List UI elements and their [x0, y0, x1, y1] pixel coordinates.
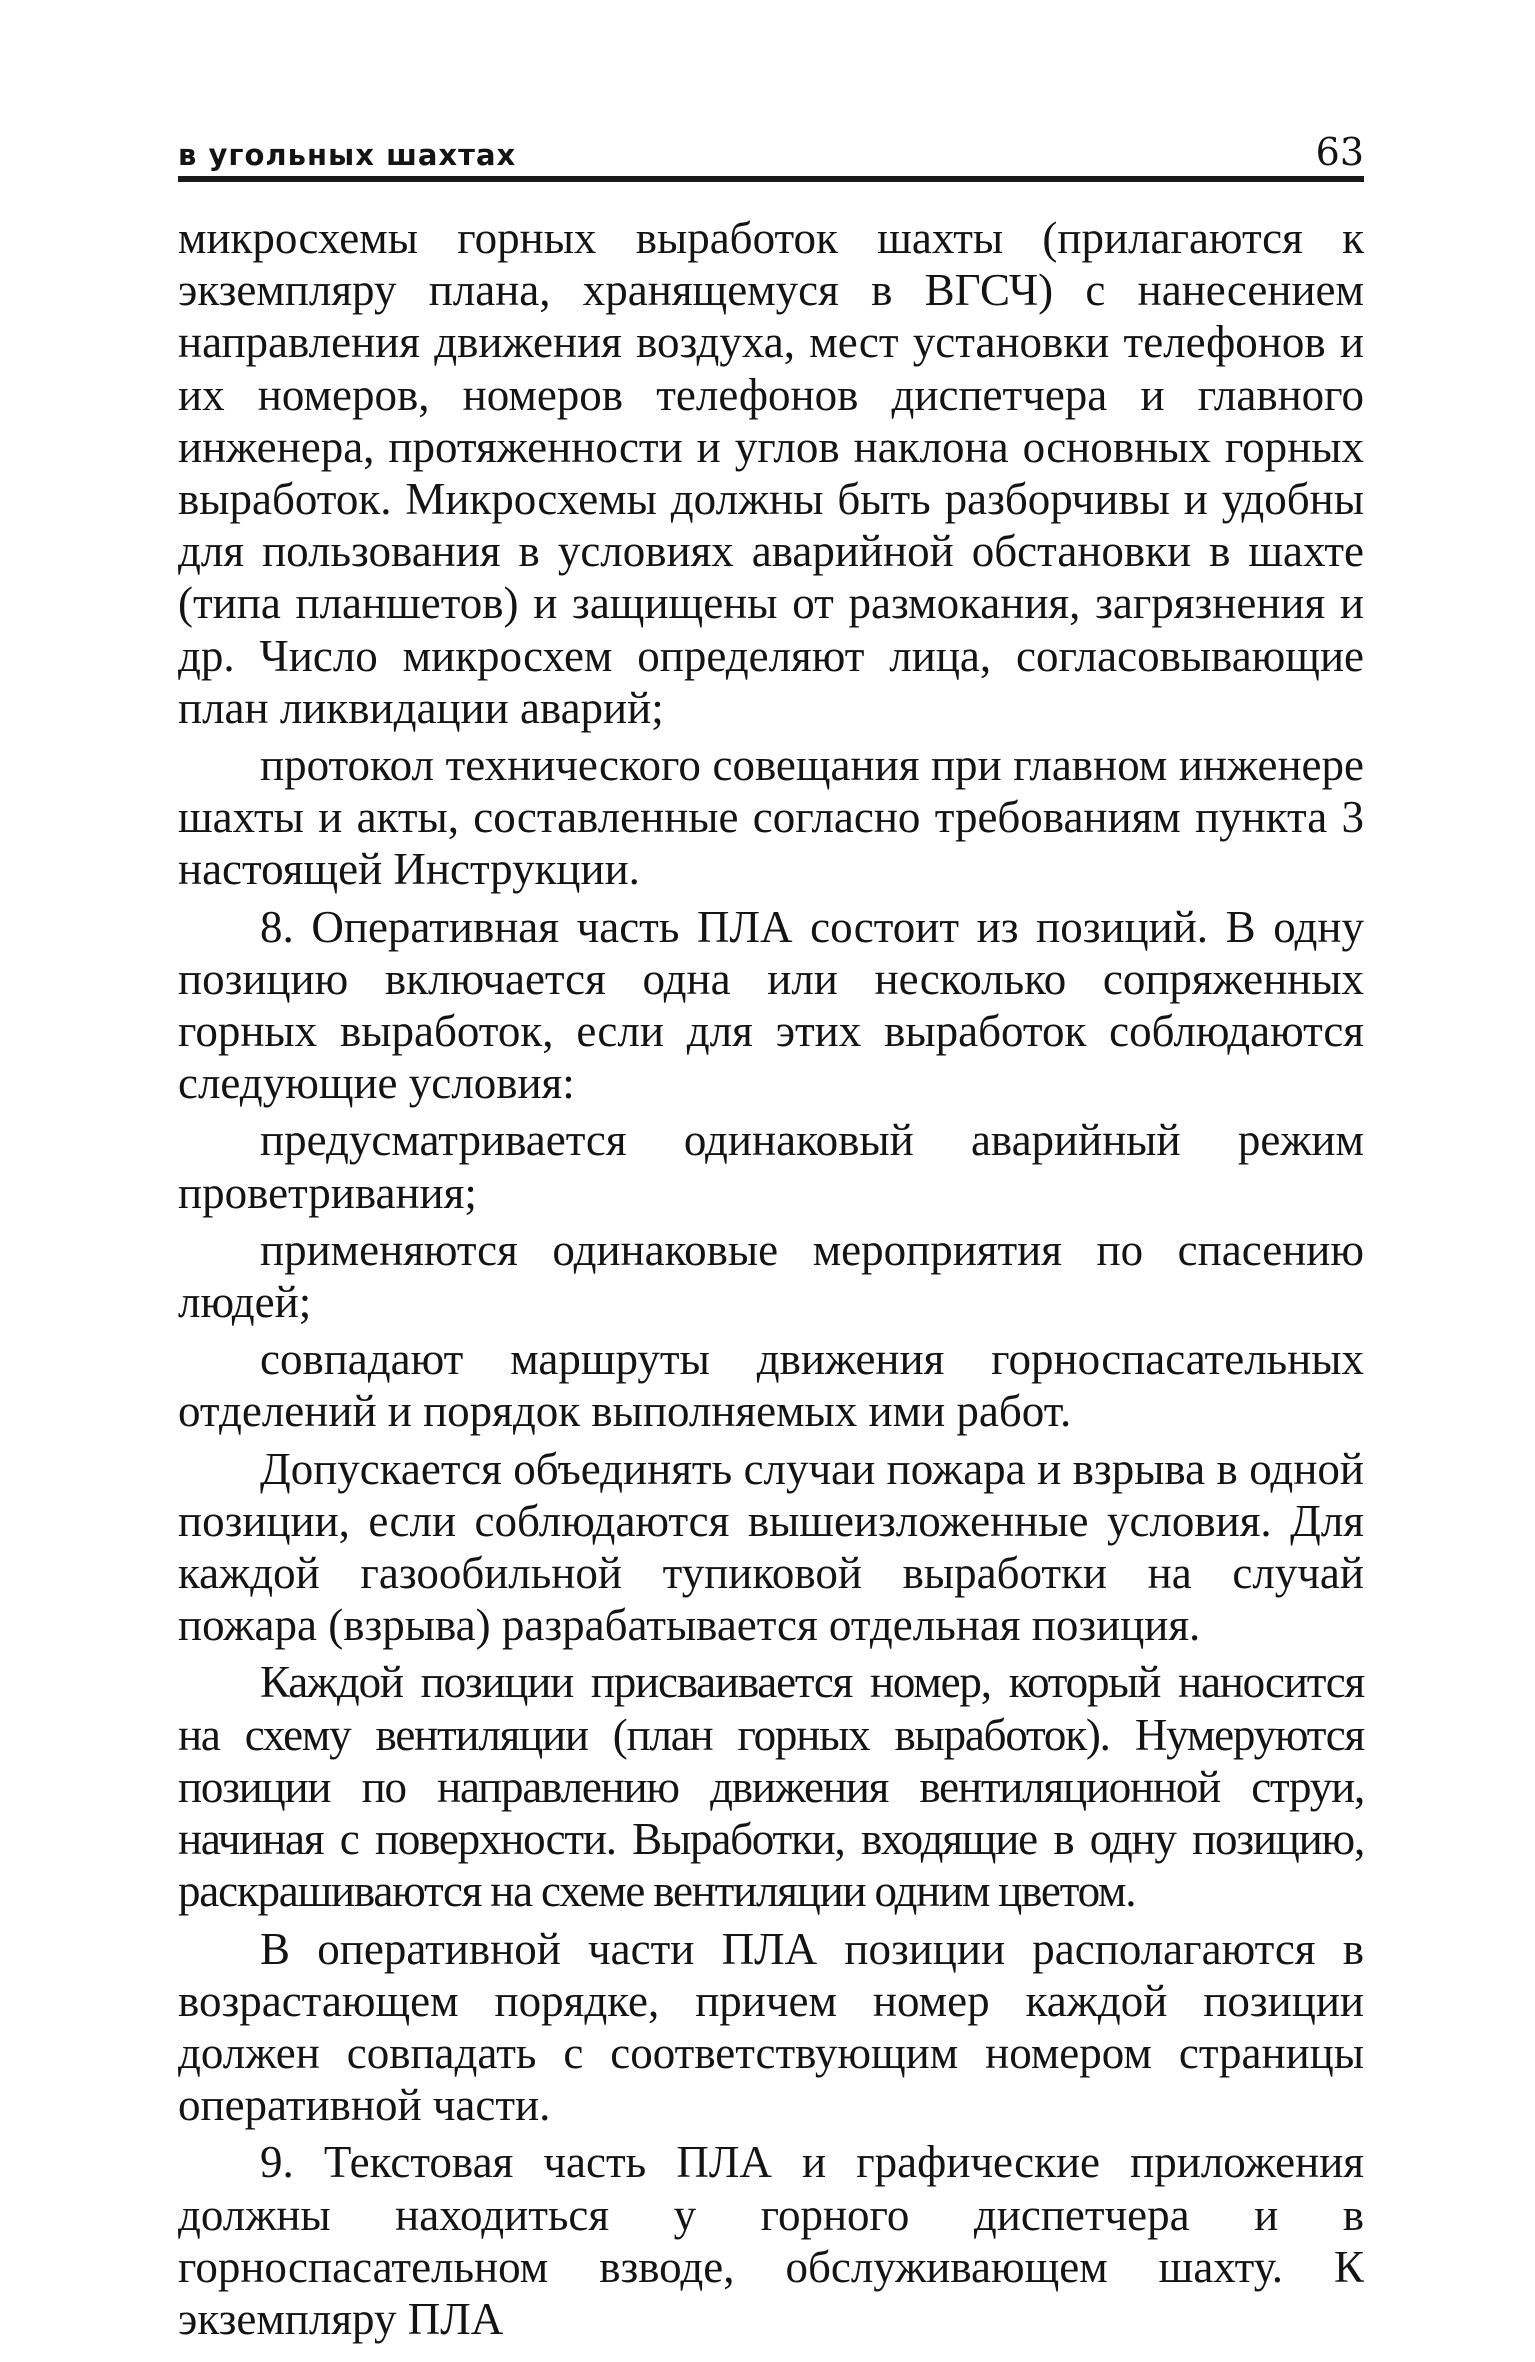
paragraph: микросхемы горных выработок шахты (прилагаются к экземпляру плана, хранящемуся в ВГСЧ) с нанесением направления движения воздуха, мест установки телефонов и их номеров, номеров телефонов диспетчера и главного инженера, протяженности и углов наклона основных горных выработок. Микросхемы должны быть разборчивы и удобны для пользования в условиях аварийной обстановки в шахте (типа планшетов) и защищены от размокания, загрязнения и др. Число микросхем определяют лица, согласовывающие план ликвидации аварий;: [178, 213, 1364, 733]
paragraph: В оперативной части ПЛА позиции располагаются в возрастающем порядке, причем номер каждой позиции должен совпадать с соответствующим номером страницы оперативной части.: [178, 1923, 1364, 2131]
paragraph: Каждой позиции присваивается номер, который наносится на схему вентиляции (план горных выработок). Нумеруются позиции по направлению движения вентиляционной струи, начиная с поверхности. Выработки, входящие в одну позицию, раскрашиваются на схеме вентиляции одним цветом.: [178, 1657, 1364, 1917]
page-number: 63: [1315, 130, 1364, 174]
running-header: [178, 118, 1364, 182]
paragraph: применяются одинаковые мероприятия по спасению людей;: [178, 1224, 1364, 1328]
body-text: [178, 212, 1364, 2350]
paragraph: 9. Текстовая часть ПЛА и графические приложения должны находиться у горного диспетчера и в горноспасательном взводе, обслуживающем шахту. К экземпляру ПЛА: [178, 2137, 1364, 2344]
paragraph: Допускается объединять случаи пожара и взрыва в одной позиции, если соблюдаются вышеизложенные условия. Для каждой газообильной тупиковой выработки на случай пожара (взрыва) разрабатывается отдельная позиция.: [178, 1443, 1364, 1651]
paragraph: 8. Оперативная часть ПЛА состоит из позиций. В одну позицию включается одна или несколько сопряженных горных выработок, если для этих выработок соблюдаются следующие условия:: [178, 901, 1364, 1109]
paragraph: совпадают маршруты движения горноспасательных отделений и порядок выполняемых ими работ.: [178, 1334, 1364, 1437]
paragraph: протокол технического совещания при главном инженере шахты и акты, составленные согласно требованиям пункта 3 настоящей Инструкции.: [178, 740, 1364, 895]
running-title: в угольных шахтах: [178, 138, 517, 172]
paragraph: предусматривается одинаковый аварийный режим проветривания;: [178, 1115, 1364, 1218]
